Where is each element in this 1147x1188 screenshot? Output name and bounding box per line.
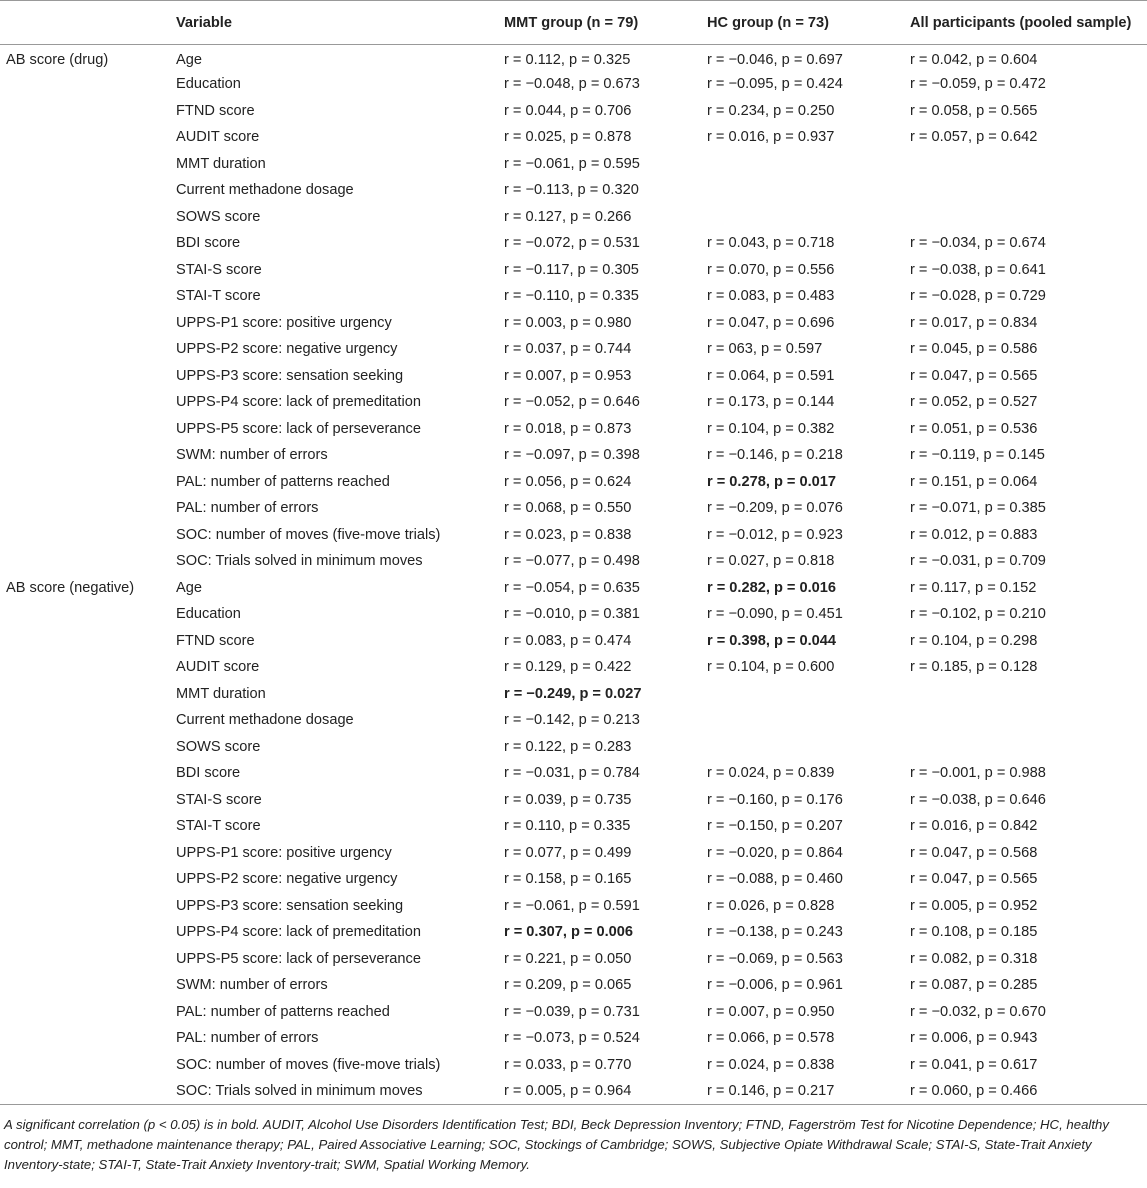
cell-score-group (0, 363, 170, 390)
cell-all (904, 204, 1147, 231)
table-row (0, 336, 1147, 363)
cell-hc: r = −0.088, p = 0.460 (707, 871, 843, 888)
table-row (0, 495, 1147, 522)
cell-hc (701, 707, 904, 734)
table-row (0, 893, 1147, 920)
table-row (0, 972, 1147, 999)
cell-variable: AUDIT score (176, 659, 260, 676)
cell-all: r = 0.082, p = 0.318 (910, 950, 1038, 967)
table-row (0, 866, 1147, 893)
cell-variable: PAL: number of errors (176, 500, 319, 517)
cell-all: r = 0.052, p = 0.527 (910, 394, 1038, 411)
cell-mmt: r = 0.023, p = 0.838 (504, 526, 632, 543)
cell-variable: SWM: number of errors (176, 447, 328, 464)
cell-mmt: r = −0.061, p = 0.595 (504, 155, 640, 172)
cell-hc: r = 0.064, p = 0.591 (707, 367, 835, 384)
table-row (0, 177, 1147, 204)
cell-variable: SOC: number of moves (five-move trials) (176, 1056, 441, 1073)
cell-score-group (0, 601, 170, 628)
cell-mmt: r = −0.072, p = 0.531 (504, 235, 640, 252)
cell-mmt: r = −0.110, p = 0.335 (504, 288, 639, 305)
cell-score-group (0, 972, 170, 999)
cell-hc (701, 204, 904, 231)
cell-hc: r = 0.282, p = 0.016 (707, 579, 837, 596)
cell-all (904, 681, 1147, 708)
table-row (0, 45, 1147, 72)
cell-all: r = −0.028, p = 0.729 (910, 288, 1046, 305)
cell-mmt: r = 0.039, p = 0.735 (504, 791, 632, 808)
cell-mmt: r = 0.209, p = 0.065 (504, 977, 632, 994)
cell-mmt: r = −0.077, p = 0.498 (504, 553, 640, 570)
cell-all: r = −0.038, p = 0.641 (910, 261, 1046, 278)
cell-score-group (0, 840, 170, 867)
cell-mmt: r = 0.158, p = 0.165 (504, 871, 632, 888)
table-row (0, 442, 1147, 469)
table-row (0, 98, 1147, 125)
cell-variable: FTND score (176, 632, 255, 649)
cell-hc: r = −0.146, p = 0.218 (707, 447, 843, 464)
table-body (0, 45, 1147, 1105)
table-row (0, 628, 1147, 655)
cell-all: r = −0.001, p = 0.988 (910, 765, 1046, 782)
table-row (0, 575, 1147, 602)
cell-score-group (0, 893, 170, 920)
header-group (0, 1, 170, 45)
cell-score-group (0, 681, 170, 708)
cell-score-group (0, 813, 170, 840)
cell-variable: UPPS-P3 score: sensation seeking (176, 897, 404, 914)
cell-all: r = 0.017, p = 0.834 (910, 314, 1038, 331)
cell-mmt: r = 0.018, p = 0.873 (504, 420, 632, 437)
cell-mmt: r = 0.122, p = 0.283 (504, 738, 632, 755)
cell-variable: AUDIT score (176, 129, 260, 146)
cell-variable: BDI score (176, 235, 241, 252)
cell-variable: SOWS score (176, 738, 261, 755)
cell-mmt: r = 0.037, p = 0.744 (504, 341, 632, 358)
cell-score-group (0, 866, 170, 893)
cell-hc: r = −0.138, p = 0.243 (707, 924, 843, 941)
cell-hc: r = 0.027, p = 0.818 (707, 553, 835, 570)
cell-all: r = 0.016, p = 0.842 (910, 818, 1038, 835)
cell-mmt: r = 0.129, p = 0.422 (504, 659, 632, 676)
table-row (0, 1052, 1147, 1079)
cell-hc: r = 0.083, p = 0.483 (707, 288, 835, 305)
table-row (0, 707, 1147, 734)
cell-mmt: r = −0.054, p = 0.635 (504, 579, 640, 596)
cell-mmt: r = −0.097, p = 0.398 (504, 447, 640, 464)
cell-variable: UPPS-P3 score: sensation seeking (176, 367, 404, 384)
cell-variable: SWM: number of errors (176, 977, 328, 994)
cell-hc: r = 0.066, p = 0.578 (707, 1030, 835, 1047)
table-row (0, 416, 1147, 443)
cell-all: r = 0.060, p = 0.466 (904, 1078, 1147, 1105)
cell-hc: r = −0.160, p = 0.176 (707, 791, 843, 808)
cell-score-group (0, 1052, 170, 1079)
cell-mmt: r = 0.007, p = 0.953 (504, 367, 632, 384)
cell-score-group (0, 177, 170, 204)
cell-score-group: AB score (negative) (6, 579, 135, 596)
table-row (0, 283, 1147, 310)
cell-mmt: r = −0.117, p = 0.305 (504, 261, 639, 278)
cell-score-group (0, 442, 170, 469)
cell-score-group (0, 257, 170, 284)
cell-hc: r = −0.209, p = 0.076 (707, 500, 843, 517)
cell-score-group (0, 283, 170, 310)
table-row (0, 257, 1147, 284)
cell-score-group (0, 416, 170, 443)
table-row (0, 124, 1147, 151)
header-all-participants: All participants (pooled sample) (904, 1, 1147, 45)
cell-variable: PAL: number of errors (176, 1030, 319, 1047)
cell-all: r = 0.047, p = 0.568 (910, 844, 1038, 861)
table-footnote: A significant correlation (p < 0.05) is in bold. AUDIT, Alcohol Use Disorders Identification Test; BDI, Beck Depression Inventory; FTND, Fagerström Test for Nicotine Dependence; HC, healthy control; MMT, methadone maintenance therapy; PAL, Paired Associative Learning; SOC, Stockings of Cambridge; SOWS, Subjective Opiate Withdrawal Scale; STAI-S, State-Trait Anxiety Inventory-state; STAI-T, State-Trait Anxiety Inventory-trait; SWM, Spatial Working Memory. (4, 1117, 1109, 1172)
header-mmt-group: MMT group (n = 79) (498, 1, 701, 45)
table-row (0, 522, 1147, 549)
cell-hc: r = 0.016, p = 0.937 (707, 129, 835, 146)
cell-score-group (0, 71, 170, 98)
cell-hc: r = 0.024, p = 0.838 (707, 1056, 835, 1073)
cell-hc: r = 0.070, p = 0.556 (707, 261, 835, 278)
cell-all: r = 0.117, p = 0.152 (910, 579, 1037, 596)
cell-mmt: r = 0.056, p = 0.624 (504, 473, 632, 490)
cell-hc: r = 0.278, p = 0.017 (707, 473, 837, 490)
cell-variable: MMT duration (176, 155, 266, 172)
cell-score-group (0, 336, 170, 363)
cell-all: r = 0.108, p = 0.185 (910, 924, 1038, 941)
cell-all (904, 734, 1147, 761)
cell-variable: UPPS-P4 score: lack of premeditation (176, 924, 421, 941)
cell-all: r = 0.045, p = 0.586 (910, 341, 1038, 358)
table-row (0, 71, 1147, 98)
cell-hc: r = −0.046, p = 0.697 (707, 51, 843, 68)
cell-variable: FTND score (176, 102, 255, 119)
cell-mmt: r = 0.033, p = 0.770 (504, 1056, 632, 1073)
table-row (0, 946, 1147, 973)
cell-all (904, 151, 1147, 178)
cell-all: r = −0.071, p = 0.385 (910, 500, 1046, 517)
table-row (0, 813, 1147, 840)
cell-mmt: r = 0.127, p = 0.266 (504, 208, 632, 225)
cell-score-group (0, 548, 170, 575)
cell-hc: r = 0.026, p = 0.828 (707, 897, 835, 914)
cell-mmt: r = −0.052, p = 0.646 (504, 394, 640, 411)
cell-mmt: r = 0.003, p = 0.980 (504, 314, 632, 331)
cell-variable: STAI-T score (176, 288, 261, 305)
cell-mmt: r = 0.044, p = 0.706 (504, 102, 632, 119)
table-row (0, 389, 1147, 416)
cell-variable: UPPS-P2 score: negative urgency (176, 871, 398, 888)
cell-variable: STAI-T score (176, 818, 261, 835)
table-row (0, 230, 1147, 257)
cell-score-group (0, 999, 170, 1026)
cell-variable: Current methadone dosage (176, 712, 354, 729)
cell-variable: STAI-S score (176, 791, 262, 808)
cell-variable: STAI-S score (176, 261, 262, 278)
cell-score-group (0, 919, 170, 946)
table-row (0, 919, 1147, 946)
cell-all: r = 0.104, p = 0.298 (910, 632, 1038, 649)
cell-score-group: AB score (drug) (6, 51, 109, 68)
cell-score-group (0, 469, 170, 496)
cell-all: r = 0.058, p = 0.565 (910, 102, 1038, 119)
cell-all: r = 0.005, p = 0.952 (910, 897, 1038, 914)
table-row (0, 654, 1147, 681)
cell-score-group (0, 310, 170, 337)
header-variable: Variable (170, 1, 498, 45)
cell-mmt: r = −0.039, p = 0.731 (504, 1003, 640, 1020)
cell-variable: PAL: number of patterns reached (176, 1003, 390, 1020)
header-hc-group: HC group (n = 73) (701, 1, 904, 45)
cell-hc: r = 0.146, p = 0.217 (701, 1078, 904, 1105)
cell-hc: r = 0.104, p = 0.600 (707, 659, 835, 676)
cell-score-group (0, 654, 170, 681)
cell-score-group (0, 734, 170, 761)
cell-variable: MMT duration (176, 685, 266, 702)
cell-all: r = 0.087, p = 0.285 (910, 977, 1038, 994)
cell-mmt: r = −0.010, p = 0.381 (504, 606, 640, 623)
cell-score-group (0, 204, 170, 231)
cell-score-group (0, 389, 170, 416)
cell-hc: r = 0.104, p = 0.382 (707, 420, 835, 437)
cell-variable: SOC: number of moves (five-move trials) (176, 526, 441, 543)
cell-score-group (0, 707, 170, 734)
cell-mmt: r = 0.112, p = 0.325 (504, 51, 631, 68)
cell-all: r = 0.051, p = 0.536 (910, 420, 1038, 437)
table-row (0, 681, 1147, 708)
cell-hc: r = −0.020, p = 0.864 (707, 844, 843, 861)
cell-variable: Education (176, 76, 241, 93)
table-row (0, 1078, 1147, 1105)
cell-score-group (0, 760, 170, 787)
cell-all: r = 0.151, p = 0.064 (910, 473, 1038, 490)
table-row (0, 204, 1147, 231)
cell-mmt: r = −0.142, p = 0.213 (504, 712, 640, 729)
cell-all: r = −0.034, p = 0.674 (910, 235, 1046, 252)
cell-all: r = 0.185, p = 0.128 (910, 659, 1038, 676)
cell-score-group (0, 1025, 170, 1052)
table-row (0, 760, 1147, 787)
cell-all: r = −0.059, p = 0.472 (910, 76, 1046, 93)
cell-all: r = 0.057, p = 0.642 (910, 129, 1038, 146)
cell-hc: r = 063, p = 0.597 (707, 341, 823, 358)
cell-mmt: r = −0.031, p = 0.784 (504, 765, 640, 782)
table-row (0, 151, 1147, 178)
cell-mmt: r = −0.061, p = 0.591 (504, 897, 640, 914)
cell-variable: Education (176, 606, 241, 623)
cell-mmt: r = −0.048, p = 0.673 (504, 76, 640, 93)
cell-hc: r = 0.234, p = 0.250 (707, 102, 835, 119)
cell-mmt: r = −0.113, p = 0.320 (504, 182, 639, 199)
cell-variable: UPPS-P1 score: positive urgency (176, 844, 392, 861)
cell-mmt: r = 0.307, p = 0.006 (504, 924, 634, 941)
cell-score-group (0, 1078, 170, 1105)
cell-all (904, 707, 1147, 734)
cell-variable: Age (176, 579, 202, 596)
cell-all: r = −0.031, p = 0.709 (910, 553, 1046, 570)
cell-hc: r = −0.012, p = 0.923 (707, 526, 843, 543)
cell-variable: SOC: Trials solved in minimum moves (170, 1078, 498, 1105)
cell-all: r = −0.032, p = 0.670 (910, 1003, 1046, 1020)
cell-hc: r = 0.024, p = 0.839 (707, 765, 835, 782)
cell-score-group (0, 151, 170, 178)
cell-hc: r = 0.043, p = 0.718 (707, 235, 835, 252)
cell-mmt: r = 0.005, p = 0.964 (498, 1078, 701, 1105)
cell-score-group (0, 787, 170, 814)
cell-variable: Age (176, 51, 202, 68)
cell-variable: PAL: number of patterns reached (176, 473, 390, 490)
header-row (0, 1, 1147, 45)
cell-hc: r = 0.173, p = 0.144 (707, 394, 835, 411)
cell-mmt: r = 0.077, p = 0.499 (504, 844, 632, 861)
cell-hc: r = 0.398, p = 0.044 (707, 632, 837, 649)
table-row (0, 1025, 1147, 1052)
table-row (0, 363, 1147, 390)
cell-score-group (0, 522, 170, 549)
cell-score-group (0, 946, 170, 973)
cell-hc (701, 734, 904, 761)
cell-all: r = 0.047, p = 0.565 (910, 367, 1038, 384)
table-row (0, 999, 1147, 1026)
table-row (0, 734, 1147, 761)
cell-score-group (0, 495, 170, 522)
cell-variable: Current methadone dosage (176, 182, 354, 199)
cell-all: r = 0.042, p = 0.604 (910, 51, 1038, 68)
cell-hc (701, 681, 904, 708)
cell-hc: r = −0.006, p = 0.961 (707, 977, 843, 994)
cell-all: r = 0.012, p = 0.883 (910, 526, 1038, 543)
cell-hc: r = 0.047, p = 0.696 (707, 314, 835, 331)
cell-all: r = −0.119, p = 0.145 (910, 447, 1045, 464)
cell-hc: r = −0.090, p = 0.451 (707, 606, 843, 623)
table-row (0, 469, 1147, 496)
cell-hc: r = −0.150, p = 0.207 (707, 818, 843, 835)
cell-variable: BDI score (176, 765, 241, 782)
cell-score-group (0, 124, 170, 151)
cell-variable: UPPS-P2 score: negative urgency (176, 341, 398, 358)
cell-hc (701, 151, 904, 178)
table-row (0, 310, 1147, 337)
table-row (0, 548, 1147, 575)
cell-all: r = 0.041, p = 0.617 (910, 1056, 1038, 1073)
cell-score-group (0, 98, 170, 125)
cell-mmt: r = −0.073, p = 0.524 (504, 1030, 640, 1047)
cell-all: r = 0.047, p = 0.565 (910, 871, 1038, 888)
cell-hc: r = −0.069, p = 0.563 (707, 950, 843, 967)
cell-variable: UPPS-P5 score: lack of perseverance (176, 420, 421, 437)
cell-mmt: r = 0.025, p = 0.878 (504, 129, 632, 146)
cell-all: r = −0.038, p = 0.646 (910, 791, 1046, 808)
cell-mmt: r = 0.083, p = 0.474 (504, 632, 632, 649)
cell-mmt: r = −0.249, p = 0.027 (504, 685, 642, 702)
cell-all: r = 0.006, p = 0.943 (910, 1030, 1038, 1047)
cell-score-group (0, 628, 170, 655)
cell-variable: UPPS-P5 score: lack of perseverance (176, 950, 421, 967)
cell-variable: SOC: Trials solved in minimum moves (176, 553, 423, 570)
cell-mmt: r = 0.221, p = 0.050 (504, 950, 632, 967)
cell-hc (701, 177, 904, 204)
cell-hc: r = 0.007, p = 0.950 (707, 1003, 835, 1020)
cell-variable: UPPS-P4 score: lack of premeditation (176, 394, 421, 411)
cell-variable: SOWS score (176, 208, 261, 225)
cell-hc: r = −0.095, p = 0.424 (707, 76, 843, 93)
cell-score-group (0, 230, 170, 257)
table-row (0, 601, 1147, 628)
cell-mmt: r = 0.110, p = 0.335 (504, 818, 631, 835)
cell-all (904, 177, 1147, 204)
cell-mmt: r = 0.068, p = 0.550 (504, 500, 632, 517)
cell-variable: UPPS-P1 score: positive urgency (176, 314, 392, 331)
cell-all: r = −0.102, p = 0.210 (910, 606, 1046, 623)
table-row (0, 840, 1147, 867)
table-row (0, 787, 1147, 814)
